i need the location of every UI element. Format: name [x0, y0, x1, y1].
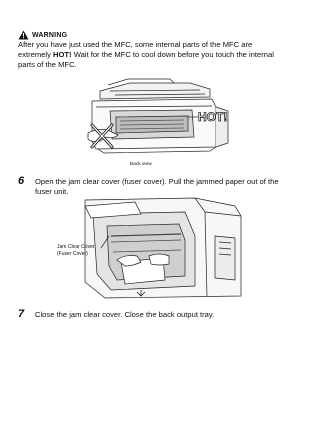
warning-text-part-1: After you have just used the MFC, some internal parts of the MFC are extremely [18, 40, 253, 60]
hot-label: HOT! [198, 110, 228, 124]
step-instruction: Open the jam clear cover (fuser cover). Pull the jammed paper out of the fuser unit. [35, 177, 279, 197]
back-view-illustration [70, 77, 240, 162]
step-instruction: Close the jam clear cover. Close the back output tray. [35, 310, 215, 319]
callout-line-1: Jam Clear Cover [57, 244, 95, 250]
warning-triangle-icon [18, 30, 29, 40]
figure-caption: Back view [130, 162, 152, 167]
step-number: 7 [18, 308, 25, 320]
callout-line-2: (Fuser Cover) [57, 251, 88, 257]
warning-header [18, 30, 67, 40]
jam-clear-cover-callout [57, 244, 95, 258]
warning-title: WARNING [32, 31, 68, 39]
warning-hot-emphasis: HOT! [53, 50, 72, 60]
warning-text [18, 40, 280, 71]
warning-text-part-2: Wait for the MFC to cool down before you touch the internal parts of the MFC. [18, 50, 274, 70]
step-number: 6 [18, 175, 25, 187]
